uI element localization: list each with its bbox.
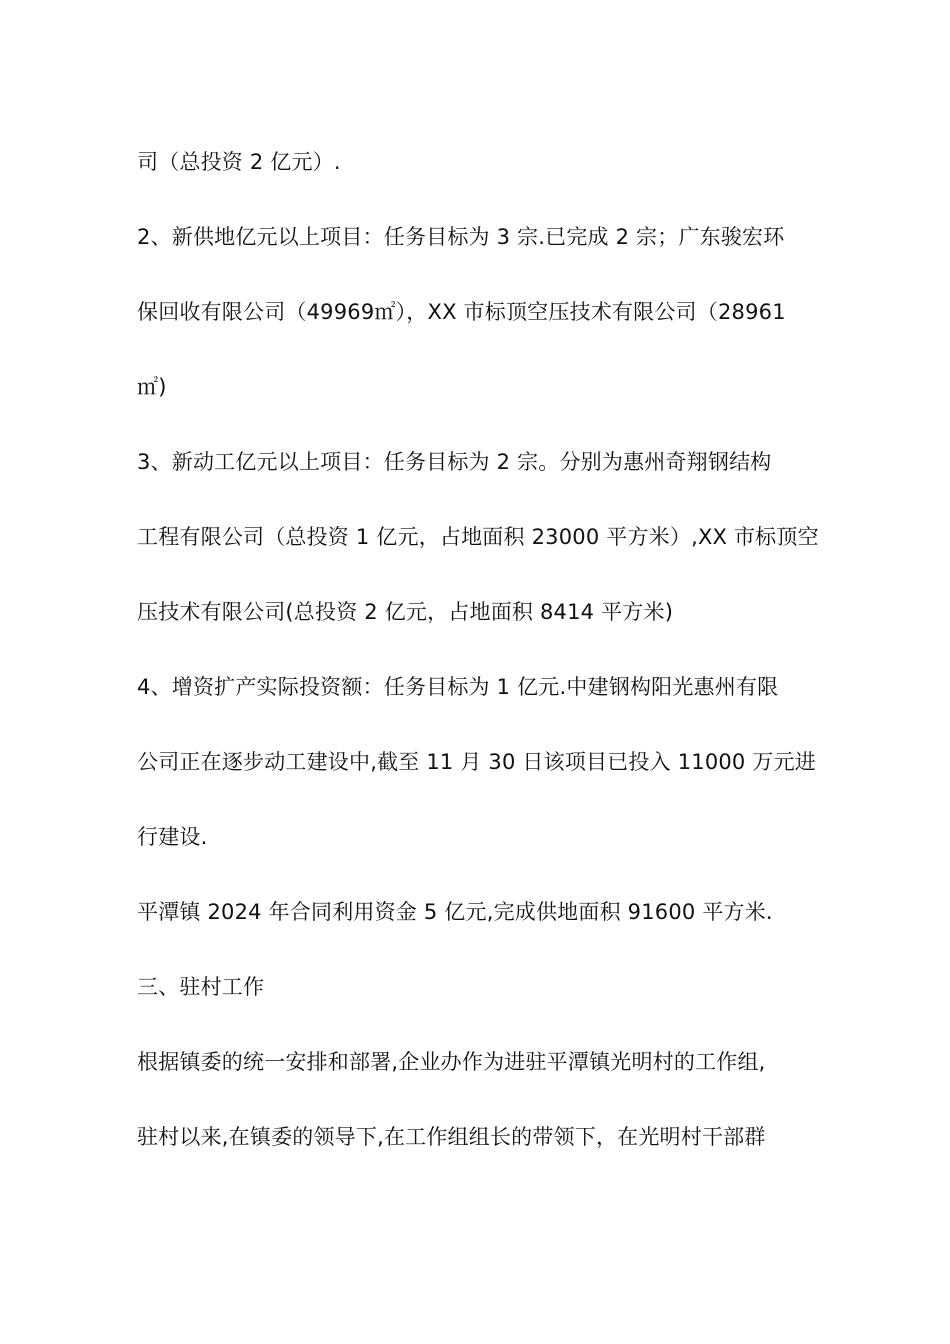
text-line: 2、新供地亿元以上项目：任务目标为 3 宗.已完成 2 宗；广东骏宏环 <box>137 225 785 249</box>
text-line: 保回收有限公司（49969㎡），XX 市标顶空压技术有限公司（28961 <box>137 300 786 324</box>
text-line: 3、新动工亿元以上项目：任务目标为 2 宗。分别为惠州奇翔钢结构 <box>137 450 772 474</box>
text-line: 平潭镇 2024 年合同利用资金 5 亿元,完成供地面积 91600 平方米. <box>137 900 773 924</box>
text-line: 4、增资扩产实际投资额：任务目标为 1 亿元.中建钢构阳光惠州有限 <box>137 675 779 699</box>
text-line: 工程有限公司（总投资 1 亿元，占地面积 23000 平方米）,XX 市标顶空 <box>137 525 819 549</box>
text-line: 压技术有限公司(总投资 2 亿元，占地面积 8414 平方米) <box>137 600 674 624</box>
text-line: ㎡) <box>137 375 167 399</box>
text-line: 行建设. <box>137 825 208 849</box>
text-line: 根据镇委的统一安排和部署,企业办作为进驻平潭镇光明村的工作组, <box>137 1050 766 1074</box>
text-line: 驻村以来,在镇委的领导下,在工作组组长的带领下，在光明村干部群 <box>137 1125 766 1149</box>
text-line: 公司正在逐步动工建设中,截至 11 月 30 日该项目已投入 11000 万元进 <box>137 750 816 774</box>
text-line: 司（总投资 2 亿元）. <box>137 150 341 174</box>
section-heading: 三、驻村工作 <box>137 975 265 999</box>
